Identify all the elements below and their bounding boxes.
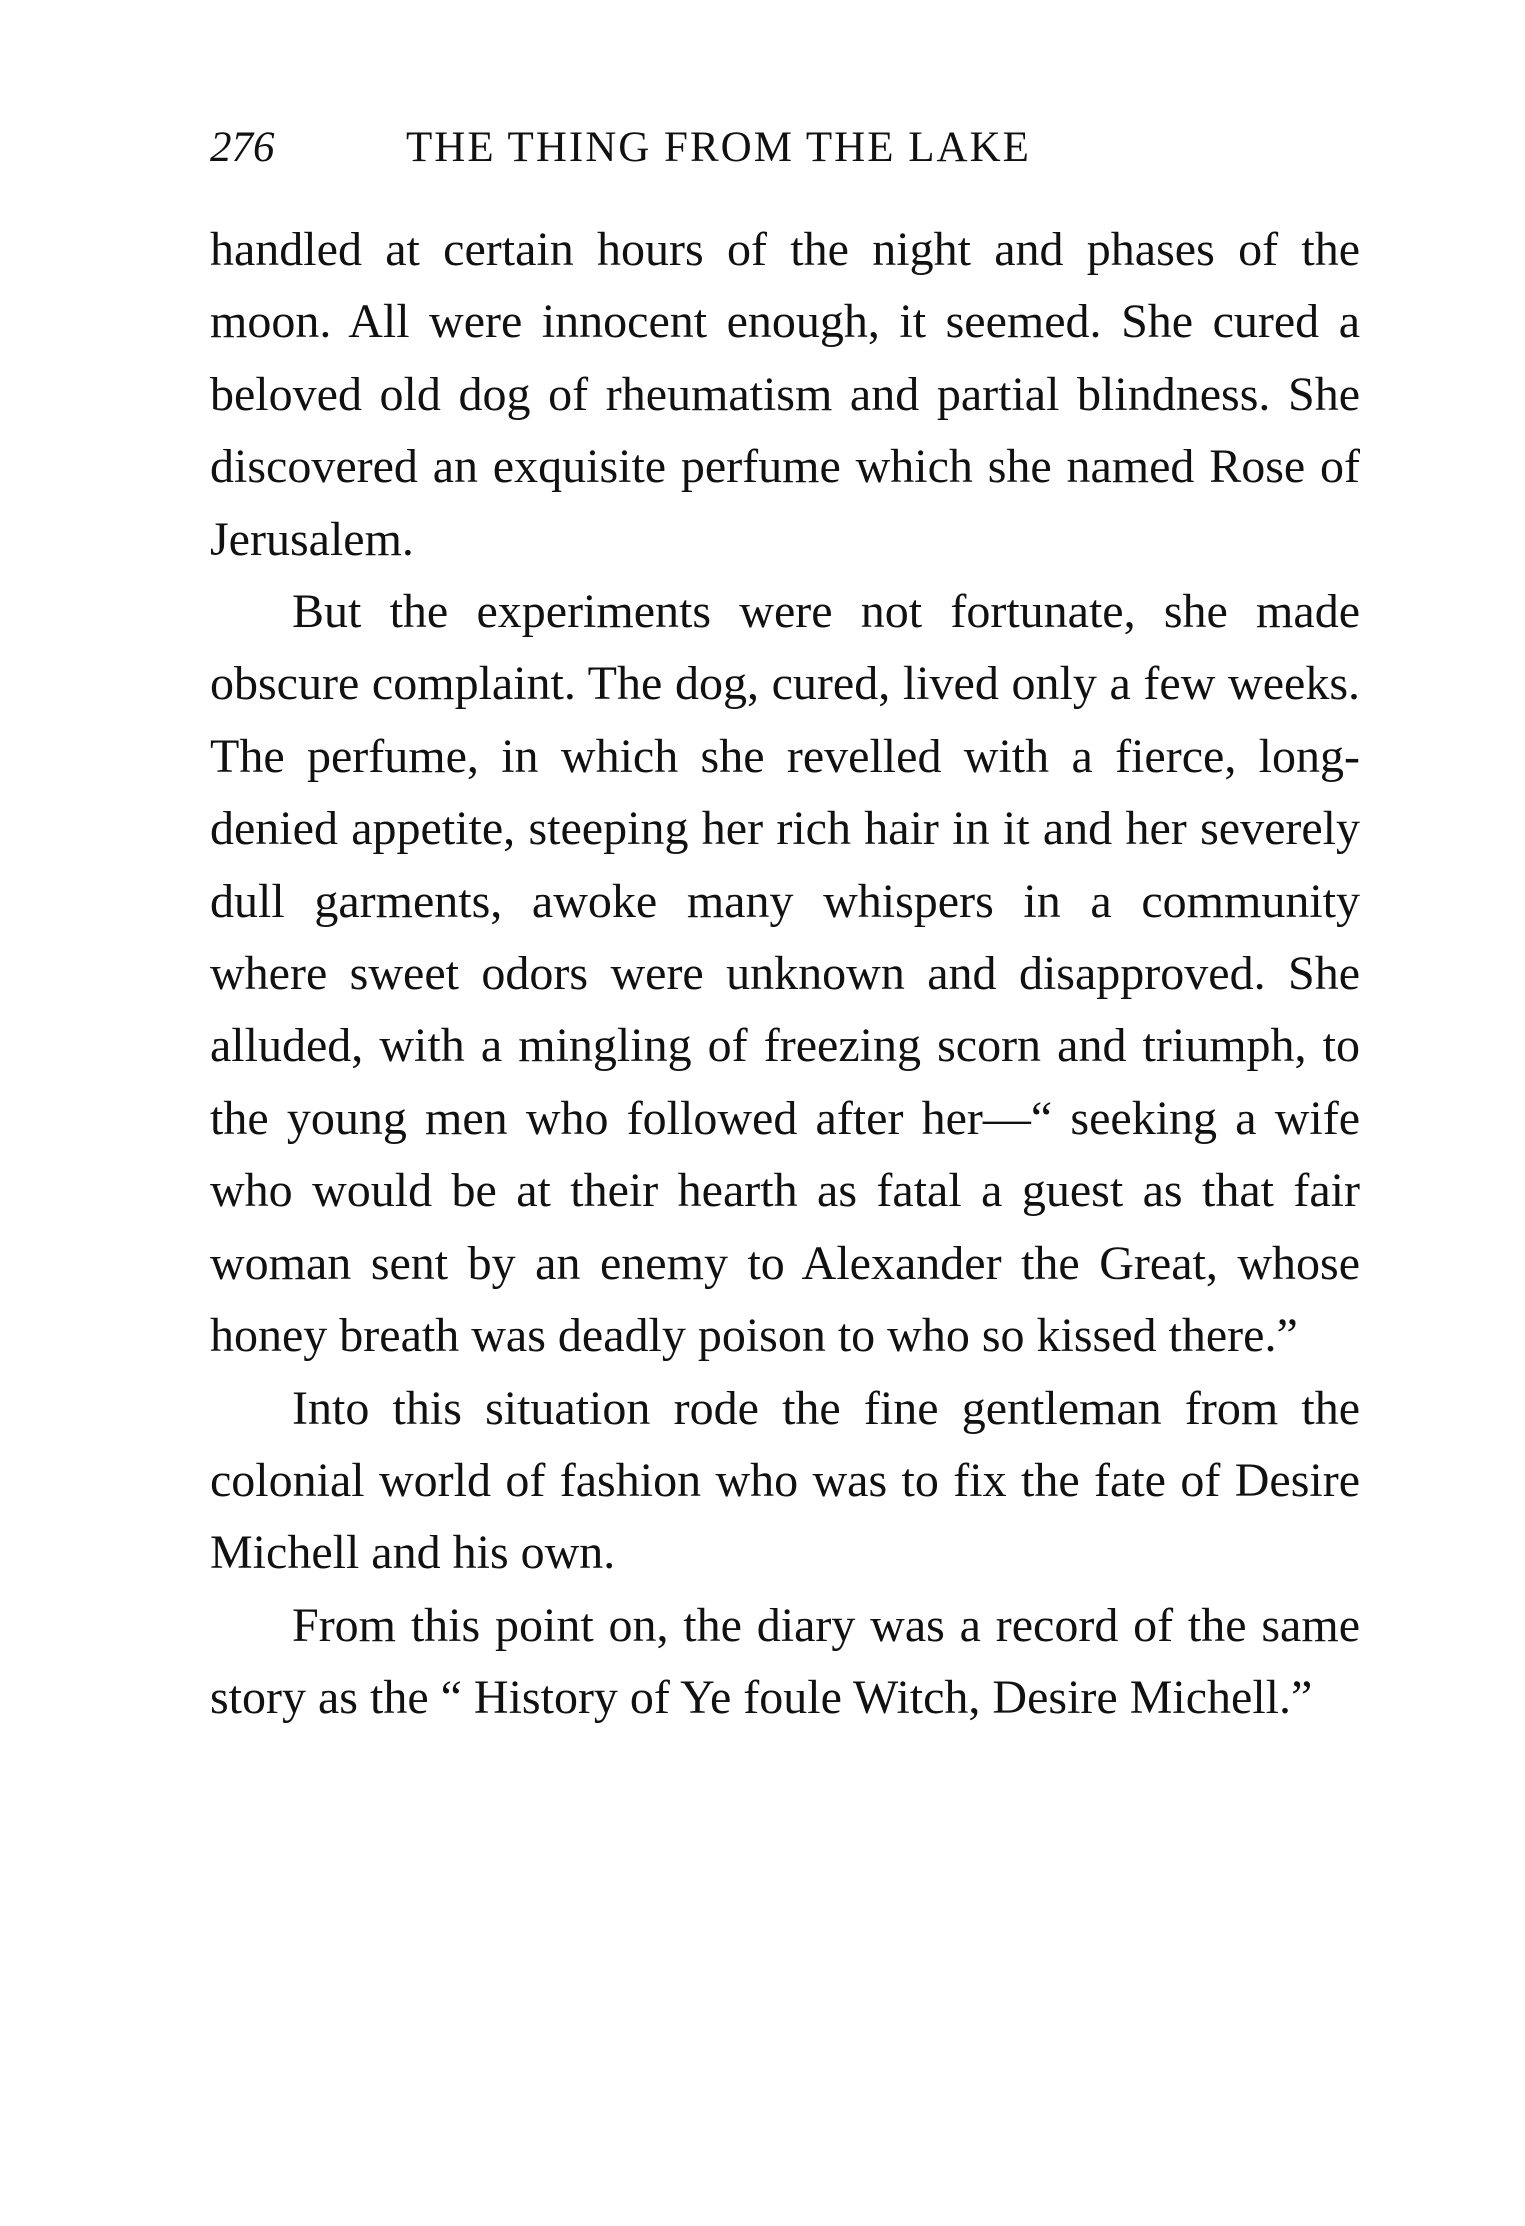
- body-text: [210, 214, 1360, 1735]
- paragraph-experiments: But the experiments were not fortunate, she made obscure complaint. The dog, cured, lived only a few weeks. The perfume, in which she revelled with a fierce, long-denied appetite, steeping her rich hair in it and her severely dull garments, awoke many whispers in a community where sweet odors were unknown and disapproved. She alluded, with a mingling of freezing scorn and triumph, to the young men who followed after her—“ seeking a wife who would be at their hearth as fatal a guest as that fair woman sent by an enemy to Alexander the Great, whose honey breath was deadly poison to who so kissed there.”: [210, 585, 1360, 1363]
- paragraph-diary: From this point on, the diary was a record of the same story as the “ History of Ye foule Witch, Desire Michell.”: [210, 1598, 1360, 1725]
- running-head: [210, 118, 1370, 178]
- page-number: 276: [210, 124, 275, 171]
- paragraph-continued: handled at certain hours of the night and phases of the moon. All were innocent enough, it seemed. She cured a beloved old dog of rheumatism and partial blindness. She discovered an exquisite perfume which she named Rose of Jerusalem.: [210, 223, 1360, 566]
- running-title: THE THING FROM THE LAKE: [406, 124, 1031, 171]
- paragraph-gentleman: Into this situation rode the fine gentleman from the colonial world of fashion who was to fix the fate of Desire Michell and his own.: [210, 1381, 1360, 1580]
